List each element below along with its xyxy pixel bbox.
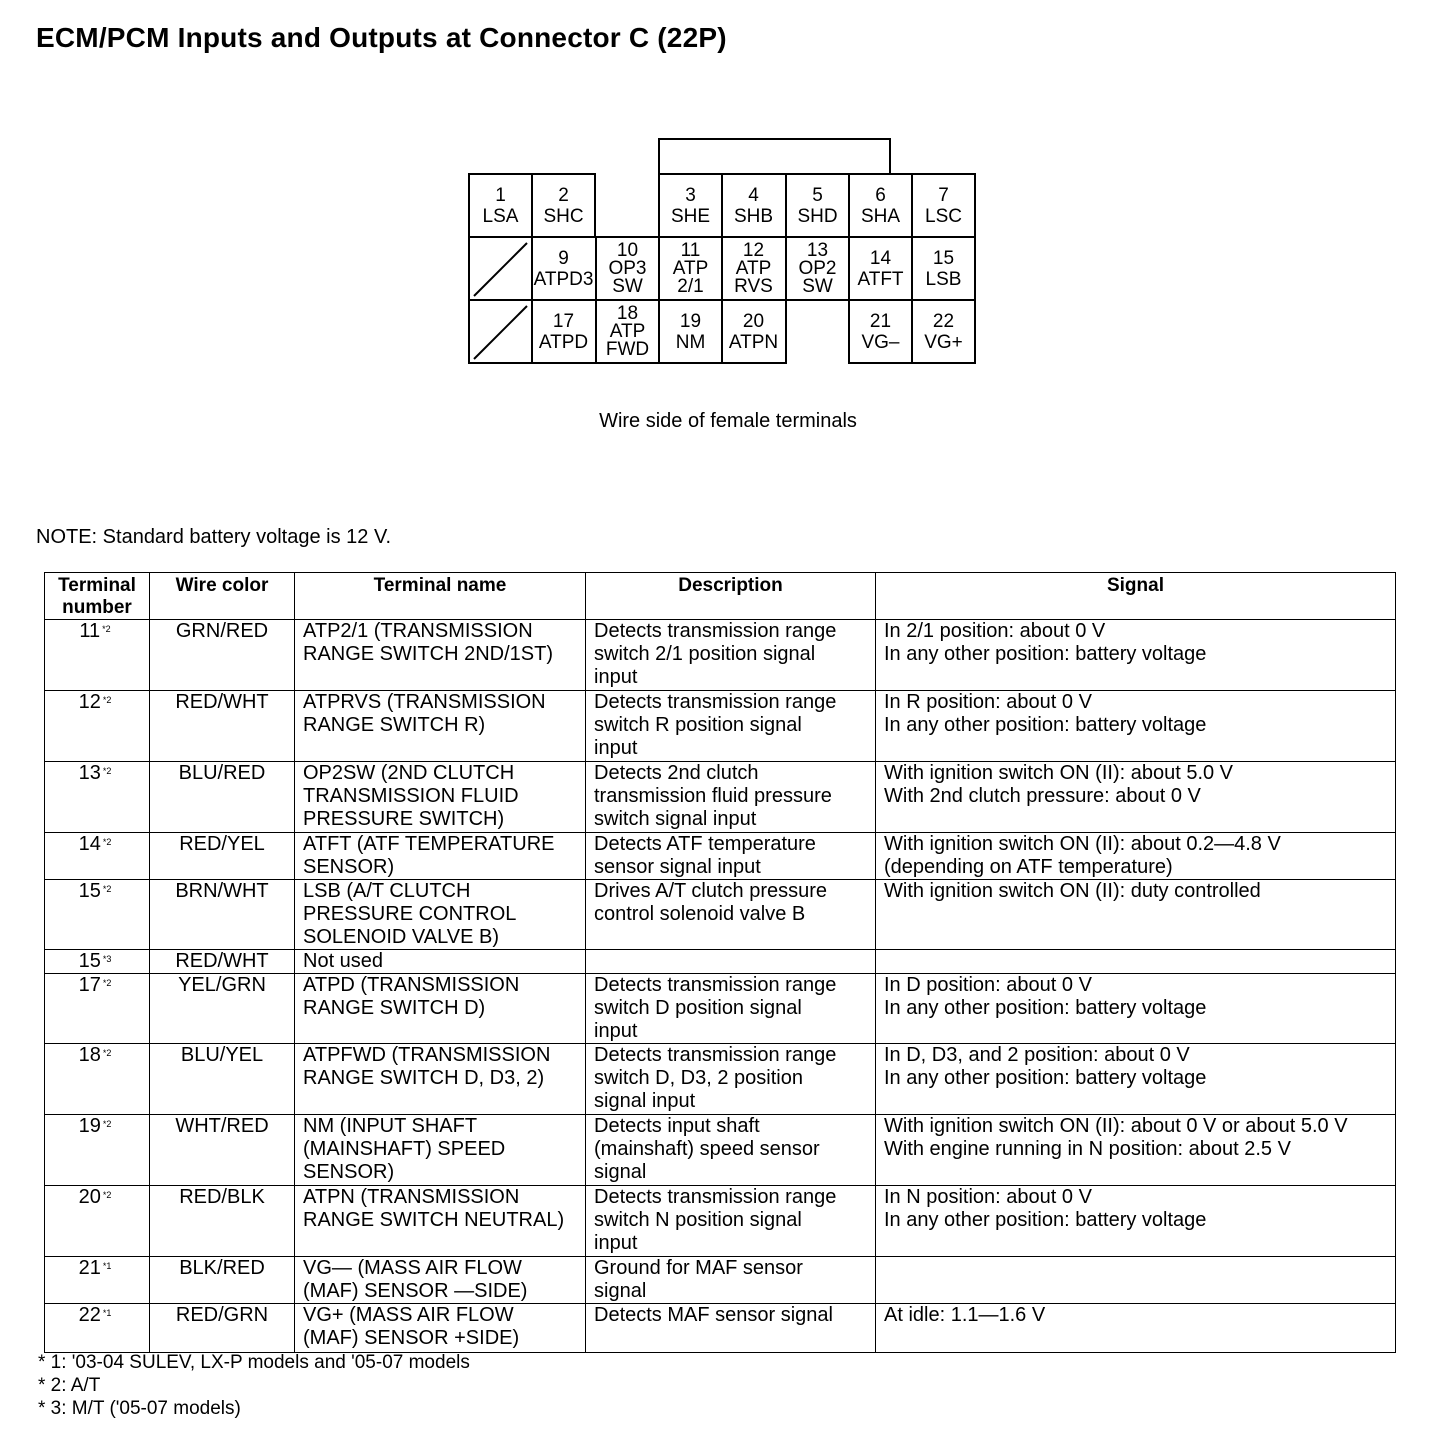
text-line: Detects ATF temperature — [594, 833, 816, 855]
terminal-number: 11 — [680, 239, 701, 261]
footnote-mark: *2 — [102, 766, 112, 776]
signal — [876, 1304, 1396, 1353]
text-line: VG+ (MASS AIR FLOW — [303, 1304, 514, 1326]
terminal-number: 10 — [616, 239, 639, 261]
table-row — [45, 762, 1396, 833]
description — [586, 880, 876, 950]
signal — [876, 1257, 1396, 1304]
terminal-number-cell — [45, 1186, 150, 1257]
signal — [876, 1044, 1396, 1115]
terminal-label: SW — [612, 275, 643, 297]
terminal-label: 2/1 — [677, 275, 704, 297]
terminal-number-cell — [45, 1044, 150, 1115]
text-line: At idle: 1.1—1.6 V — [884, 1304, 1046, 1326]
table-row — [45, 1044, 1396, 1115]
text-line: OP2SW (2ND CLUTCH — [303, 762, 515, 784]
text-line: With ignition switch ON (II): duty controlled — [884, 880, 1261, 902]
terminal-number: 19 — [78, 1115, 101, 1137]
text-line: With ignition switch ON (II): about 0 V or about 5.0 V — [884, 1115, 1348, 1137]
terminal-label: SW — [802, 275, 833, 297]
signal — [876, 833, 1396, 880]
text-line: switch D, D3, 2 position — [594, 1067, 803, 1089]
text-line: ATP2/1 (TRANSMISSION — [303, 620, 533, 642]
connector-terminal — [912, 300, 975, 363]
footnote: * 3: M/T ('05-07 models) — [38, 1398, 241, 1419]
terminal-number-cell — [45, 974, 150, 1044]
text-line: ATPD (TRANSMISSION — [303, 974, 520, 996]
connector-terminal — [849, 237, 912, 300]
text-line: Detects MAF sensor signal — [594, 1304, 833, 1326]
text-line: (mainshaft) speed sensor — [594, 1138, 820, 1160]
terminal-label: VG+ — [924, 331, 963, 353]
terminal-name — [295, 880, 586, 950]
table-row — [45, 620, 1396, 691]
table-row — [45, 833, 1396, 880]
table-row — [45, 950, 1396, 974]
terminal-label: OP3 — [608, 257, 647, 279]
connector-terminal — [786, 237, 849, 300]
terminal-number: 7 — [938, 184, 949, 206]
terminal-number-cell — [45, 833, 150, 880]
terminal-number: 5 — [812, 184, 823, 206]
io-table — [44, 572, 1396, 1353]
text-line: sensor signal input — [594, 856, 761, 878]
description — [586, 1257, 876, 1304]
signal — [876, 950, 1396, 974]
terminal-label: ATP — [735, 257, 772, 279]
text-line: switch R position signal — [594, 714, 802, 736]
text-line: (MAF) SENSOR —SIDE) — [303, 1280, 528, 1302]
header-signal: Signal — [876, 573, 1396, 620]
terminal-name — [295, 1257, 586, 1304]
connector-terminal — [596, 237, 659, 300]
connector-terminal — [849, 174, 912, 237]
wire-color: RED/BLK — [150, 1186, 295, 1257]
terminal-number: 13 — [78, 762, 101, 784]
footnote-mark: *3 — [102, 954, 112, 964]
text-line: input — [594, 1232, 638, 1254]
text-line: TRANSMISSION FLUID — [303, 785, 519, 807]
terminal-label: SHE — [670, 205, 711, 227]
terminal-number: 6 — [875, 184, 886, 206]
text-line: VG— (MASS AIR FLOW — [303, 1257, 522, 1279]
terminal-number-cell — [45, 880, 150, 950]
connector-terminal — [912, 237, 975, 300]
terminal-label: ATFT — [857, 268, 904, 290]
text-line: input — [594, 1020, 638, 1042]
note: NOTE: Standard battery voltage is 12 V. — [36, 526, 392, 548]
text-line: switch D position signal — [594, 997, 802, 1019]
text-line: control solenoid valve B — [594, 903, 806, 925]
connector-terminal — [722, 174, 785, 237]
terminal-number: 14 — [869, 247, 892, 269]
header-wire-color: Wire color — [150, 573, 295, 620]
text-line: input — [594, 737, 638, 759]
text-line: RANGE SWITCH R) — [303, 714, 486, 736]
connector-terminal — [596, 300, 659, 363]
footnote-mark: *1 — [102, 1308, 112, 1318]
text-line: In any other position: battery voltage — [884, 643, 1207, 665]
footnote-mark: *2 — [102, 1119, 112, 1129]
table-header-row — [45, 573, 1396, 620]
text-line: RANGE SWITCH 2ND/1ST) — [303, 643, 554, 665]
footnote-mark: *2 — [102, 837, 112, 847]
terminal-number: 21 — [78, 1257, 101, 1279]
text-line: Detects transmission range — [594, 974, 837, 996]
terminal-number: 20 — [78, 1186, 101, 1208]
text-line: Detects input shaft — [594, 1115, 760, 1137]
terminal-label: ATPD3 — [533, 268, 594, 290]
wire-color: RED/WHT — [150, 950, 295, 974]
terminal-label: SHA — [860, 205, 901, 227]
text-line: input — [594, 666, 638, 688]
terminal-number: 18 — [616, 302, 639, 324]
wire-color: BLK/RED — [150, 1257, 295, 1304]
terminal-number: 4 — [748, 184, 759, 206]
header-terminal-number — [45, 573, 150, 620]
terminal-label: LSC — [925, 205, 962, 227]
terminal-number: 15 — [932, 247, 955, 269]
text-line: switch 2/1 position signal — [594, 643, 816, 665]
connector-caption: Wire side of female terminals — [599, 410, 857, 432]
table-row — [45, 1257, 1396, 1304]
description — [586, 1304, 876, 1353]
text-line: Detects transmission range — [594, 620, 837, 642]
connector-terminal — [786, 174, 849, 237]
terminal-number: 14 — [78, 833, 101, 855]
terminal-label: SHB — [733, 205, 774, 227]
terminal-name — [295, 1115, 586, 1186]
terminal-number: 1 — [495, 184, 506, 206]
wire-color: RED/GRN — [150, 1304, 295, 1353]
terminal-number: 22 — [78, 1304, 101, 1326]
connector-terminal — [659, 174, 722, 237]
connector-terminal — [532, 174, 595, 237]
terminal-number: 19 — [679, 310, 702, 332]
terminal-number-cell — [45, 691, 150, 762]
terminal-label: OP2 — [798, 257, 837, 279]
text-line: signal — [594, 1280, 647, 1302]
text-line: In N position: about 0 V — [884, 1186, 1092, 1208]
description — [586, 950, 876, 974]
wire-color: WHT/RED — [150, 1115, 295, 1186]
text-line: (MAINSHAFT) SPEED — [303, 1138, 506, 1160]
table-row — [45, 1304, 1396, 1353]
terminal-label: RVS — [734, 275, 773, 297]
terminal-number-cell — [45, 950, 150, 974]
text-line: SENSOR) — [303, 856, 395, 878]
text-line: In any other position: battery voltage — [884, 1067, 1207, 1089]
terminal-label: FWD — [605, 338, 650, 360]
text-line: (depending on ATF temperature) — [884, 856, 1173, 878]
terminal-number: 9 — [558, 247, 569, 269]
connector-terminal — [849, 300, 912, 363]
terminal-number: 17 — [552, 310, 575, 332]
text-line: signal input — [594, 1090, 696, 1112]
connector-terminal — [532, 300, 595, 363]
terminal-label: ATP — [672, 257, 709, 279]
connector-terminal — [659, 300, 722, 363]
table-row — [45, 691, 1396, 762]
terminal-name — [295, 1186, 586, 1257]
terminal-name — [295, 691, 586, 762]
description — [586, 833, 876, 880]
footnote-mark: *2 — [102, 884, 112, 894]
terminal-label: ATPN — [728, 331, 779, 353]
terminal-number: 17 — [78, 974, 101, 996]
header-description: Description — [586, 573, 876, 620]
text-line: Ground for MAF sensor — [594, 1257, 803, 1279]
terminal-label: LSB — [925, 268, 962, 290]
text-line: With ignition switch ON (II): about 5.0 V — [884, 762, 1234, 784]
footnote: * 2: A/T — [38, 1375, 101, 1396]
connector-terminal — [469, 174, 532, 237]
text-line: In any other position: battery voltage — [884, 997, 1207, 1019]
description — [586, 1186, 876, 1257]
footnote-mark: *2 — [102, 695, 112, 705]
header-terminal-name: Terminal name — [295, 573, 586, 620]
signal — [876, 1115, 1396, 1186]
terminal-number-cell — [45, 1304, 150, 1353]
text-line: RANGE SWITCH NEUTRAL) — [303, 1209, 565, 1231]
page-title: ECM/PCM Inputs and Outputs at Connector C (22P) — [36, 22, 727, 53]
connector-terminal — [912, 174, 975, 237]
text-line: SENSOR) — [303, 1161, 395, 1183]
terminal-label: NM — [675, 331, 706, 353]
text-line: switch N position signal — [594, 1209, 802, 1231]
text-line: ATFT (ATF TEMPERATURE — [303, 833, 555, 855]
text-line: signal — [594, 1161, 647, 1183]
text-line: Detects transmission range — [594, 1186, 837, 1208]
terminal-number: 12 — [742, 239, 765, 261]
signal — [876, 1186, 1396, 1257]
wire-color: RED/WHT — [150, 691, 295, 762]
terminal-name — [295, 762, 586, 833]
terminal-number-cell — [45, 1115, 150, 1186]
text-line: ATPFWD (TRANSMISSION — [303, 1044, 551, 1066]
text-line: PRESSURE CONTROL — [303, 903, 517, 925]
table-row — [45, 1186, 1396, 1257]
footnote-mark: *2 — [102, 978, 112, 988]
text-line: (MAF) SENSOR +SIDE) — [303, 1327, 520, 1349]
terminal-label: SHD — [797, 205, 838, 227]
text-line: In 2/1 position: about 0 V — [884, 620, 1106, 642]
wire-color: RED/YEL — [150, 833, 295, 880]
terminal-number: 3 — [685, 184, 696, 206]
terminal-name — [295, 1304, 586, 1353]
terminal-number: 21 — [869, 310, 892, 332]
wire-color: BRN/WHT — [150, 880, 295, 950]
text-line: RANGE SWITCH D, D3, 2) — [303, 1067, 545, 1089]
terminal-number: 11 — [79, 620, 101, 642]
header-terminal-number-label: Terminal number — [58, 575, 136, 618]
wire-color: BLU/YEL — [150, 1044, 295, 1115]
signal — [876, 762, 1396, 833]
text-line: switch signal input — [594, 808, 757, 830]
wire-color: YEL/GRN — [150, 974, 295, 1044]
terminal-label: ATPD — [538, 331, 589, 353]
text-line: With 2nd clutch pressure: about 0 V — [884, 785, 1201, 807]
signal — [876, 691, 1396, 762]
connector-terminal — [722, 300, 785, 363]
wire-color: BLU/RED — [150, 762, 295, 833]
terminal-number-cell — [45, 762, 150, 833]
text-line: Drives A/T clutch pressure — [594, 880, 828, 902]
text-line: In any other position: battery voltage — [884, 714, 1207, 736]
connector-terminal — [659, 237, 722, 300]
description — [586, 691, 876, 762]
table-row — [45, 974, 1396, 1044]
terminal-name — [295, 1044, 586, 1115]
signal — [876, 974, 1396, 1044]
terminal-number: 12 — [78, 691, 101, 713]
wire-color: GRN/RED — [150, 620, 295, 691]
terminal-label: SHC — [543, 205, 584, 227]
table-row — [45, 880, 1396, 950]
text-line: LSB (A/T CLUTCH — [303, 880, 471, 902]
connector-terminal — [722, 237, 785, 300]
text-line: RANGE SWITCH D) — [303, 997, 486, 1019]
text-line: In D, D3, and 2 position: about 0 V — [884, 1044, 1190, 1066]
terminal-name — [295, 974, 586, 1044]
terminal-number: 15 — [78, 880, 101, 902]
text-line: In any other position: battery voltage — [884, 1209, 1207, 1231]
connector-terminal — [532, 237, 595, 300]
terminal-number: 13 — [806, 239, 829, 261]
footnote-mark: *2 — [102, 1048, 112, 1058]
signal — [876, 880, 1396, 950]
table-row — [45, 1115, 1396, 1186]
terminal-number-cell — [45, 1257, 150, 1304]
footnote: * 1: '03-04 SULEV, LX-P models and '05-07 models — [38, 1352, 470, 1373]
terminal-name — [295, 620, 586, 691]
description — [586, 1044, 876, 1115]
terminal-number: 2 — [558, 184, 569, 206]
text-line: ATPRVS (TRANSMISSION — [303, 691, 546, 713]
text-line: ATPN (TRANSMISSION — [303, 1186, 520, 1208]
description — [586, 762, 876, 833]
text-line: In D position: about 0 V — [884, 974, 1092, 996]
terminal-number-cell — [45, 620, 150, 691]
terminal-name — [295, 833, 586, 880]
terminal-name — [295, 950, 586, 974]
terminal-number: 15 — [78, 950, 101, 972]
text-line: With ignition switch ON (II): about 0.2—4.8 V — [884, 833, 1281, 855]
terminal-label: ATP — [609, 320, 646, 342]
text-line: NM (INPUT SHAFT — [303, 1115, 478, 1137]
footnote-mark: *1 — [102, 1261, 112, 1271]
text-line: Detects transmission range — [594, 691, 837, 713]
terminal-number: 18 — [78, 1044, 101, 1066]
signal — [876, 620, 1396, 691]
text-line: Not used — [303, 950, 384, 972]
text-line: Detects 2nd clutch — [594, 762, 759, 784]
description — [586, 1115, 876, 1186]
text-line: Detects transmission range — [594, 1044, 837, 1066]
terminal-number: 20 — [742, 310, 765, 332]
text-line: In R position: about 0 V — [884, 691, 1092, 713]
text-line: SOLENOID VALVE B) — [303, 926, 499, 948]
terminal-label: VG– — [861, 331, 900, 353]
footnote-mark: *2 — [102, 624, 111, 634]
text-line: With engine running in N position: about 2.5 V — [884, 1138, 1291, 1160]
description — [586, 974, 876, 1044]
terminal-label: LSA — [482, 205, 519, 227]
text-line: PRESSURE SWITCH) — [303, 808, 505, 830]
description — [586, 620, 876, 691]
text-line: transmission fluid pressure — [594, 785, 832, 807]
footnote-mark: *2 — [102, 1190, 112, 1200]
terminal-number: 22 — [932, 310, 955, 332]
